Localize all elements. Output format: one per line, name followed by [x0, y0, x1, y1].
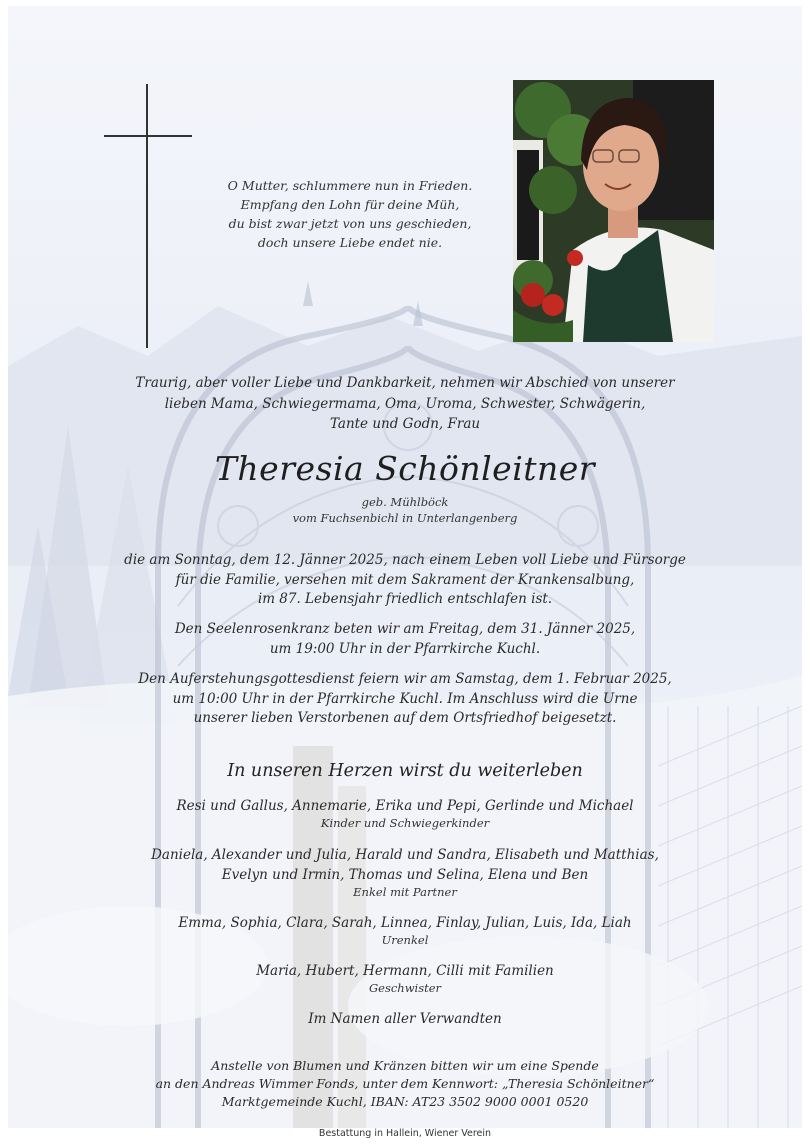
- memorial-poem: [190, 176, 510, 252]
- death-paragraph: [80, 551, 730, 610]
- donation-line: an den Andreas Wimmer Fonds, unter dem Kennwort: „Theresia Schönleitner“: [155, 1076, 655, 1091]
- family-group-great-grandchildren: [80, 913, 730, 948]
- intro-line: Traurig, aber voller Liebe und Dankbarkeit, nehmen wir Abschied von unserer: [135, 375, 675, 391]
- family-role: Geschwister: [368, 981, 442, 995]
- family-names: Resi und Gallus, Annemarie, Erika und Pepi, Gerlinde und Michael: [176, 798, 634, 814]
- birth-name: geb. Mühlböck: [361, 495, 449, 509]
- family-group-children: [80, 796, 730, 831]
- funeral-paragraph: [80, 670, 730, 729]
- paragraph-line: unserer lieben Verstorbenen auf dem Ortsfriedhof beigesetzt.: [193, 710, 617, 726]
- donation-line: Marktgemeinde Kuchl, IBAN: AT23 3502 9000 0001 0520: [221, 1094, 589, 1109]
- family-role: Kinder und Schwiegerkinder: [320, 816, 490, 830]
- cross-vertical-bar: [146, 84, 148, 348]
- intro-line: lieben Mama, Schwiegermama, Oma, Uroma, Schwester, Schwägerin,: [164, 395, 646, 412]
- intro-text: [80, 373, 730, 435]
- donation-note: [80, 1057, 730, 1111]
- family-role: Urenkel: [381, 933, 429, 947]
- poem-line: O Mutter, schlummere nun in Frieden.: [227, 178, 473, 193]
- family-names: Evelyn und Irmin, Thomas und Selina, Elena und Ben: [221, 867, 589, 883]
- family-group-siblings: [80, 961, 730, 996]
- funeral-home-footer: Bestattung in Hallein, Wiener Verein: [318, 1128, 492, 1139]
- paragraph-line: die am Sonntag, dem 12. Jänner 2025, nach einem Leben voll Liebe und Fürsorge: [124, 552, 686, 568]
- family-group-grandchildren: [80, 845, 730, 900]
- intro-line: Tante und Godn, Frau: [329, 416, 481, 432]
- poem-line: du bist zwar jetzt von uns geschieden,: [228, 216, 472, 231]
- family-role: Enkel mit Partner: [353, 885, 457, 899]
- family-names: Emma, Sophia, Clara, Sarah, Linnea, Finlay, Julian, Luis, Ida, Liah: [178, 915, 632, 931]
- paragraph-line: Den Seelenrosenkranz beten wir am Freitag, dem 31. Jänner 2025,: [174, 621, 636, 637]
- paragraph-line: im 87. Lebensjahr friedlich entschlafen ist.: [257, 591, 553, 607]
- family-names: Maria, Hubert, Hermann, Cilli mit Familien: [256, 963, 554, 979]
- relatives-closing: Im Namen aller Verwandten: [308, 1011, 502, 1027]
- paragraph-line: für die Familie, versehen mit dem Sakrament der Krankensalbung,: [175, 571, 635, 588]
- origin: vom Fuchsenbichl in Unterlangenberg: [292, 511, 518, 525]
- deceased-name: Theresia Schönleitner: [214, 449, 596, 488]
- cross-horizontal-bar: [104, 135, 192, 137]
- deceased-details: [80, 494, 730, 526]
- paragraph-line: um 19:00 Uhr in der Pfarrkirche Kuchl.: [269, 640, 541, 657]
- family-names: Daniela, Alexander und Julia, Harald und Sandra, Elisabeth und Matthias,: [151, 847, 659, 863]
- donation-line: Anstelle von Blumen und Kränzen bitten wir um eine Spende: [211, 1058, 599, 1073]
- poem-line: Empfang den Lohn für deine Müh,: [240, 197, 460, 212]
- portrait-illustration: [513, 80, 714, 342]
- paragraph-line: um 10:00 Uhr in der Pfarrkirche Kuchl. Im Anschluss wird die Urne: [172, 690, 638, 707]
- paragraph-line: Den Auferstehungsgottesdienst feiern wir am Samstag, dem 1. Februar 2025,: [138, 671, 672, 687]
- portrait-photo: [513, 80, 714, 342]
- poem-line: doch unsere Liebe endet nie.: [257, 235, 443, 250]
- motto-heading: In unseren Herzen wirst du weiterleben: [227, 761, 583, 781]
- rosary-paragraph: [80, 620, 730, 659]
